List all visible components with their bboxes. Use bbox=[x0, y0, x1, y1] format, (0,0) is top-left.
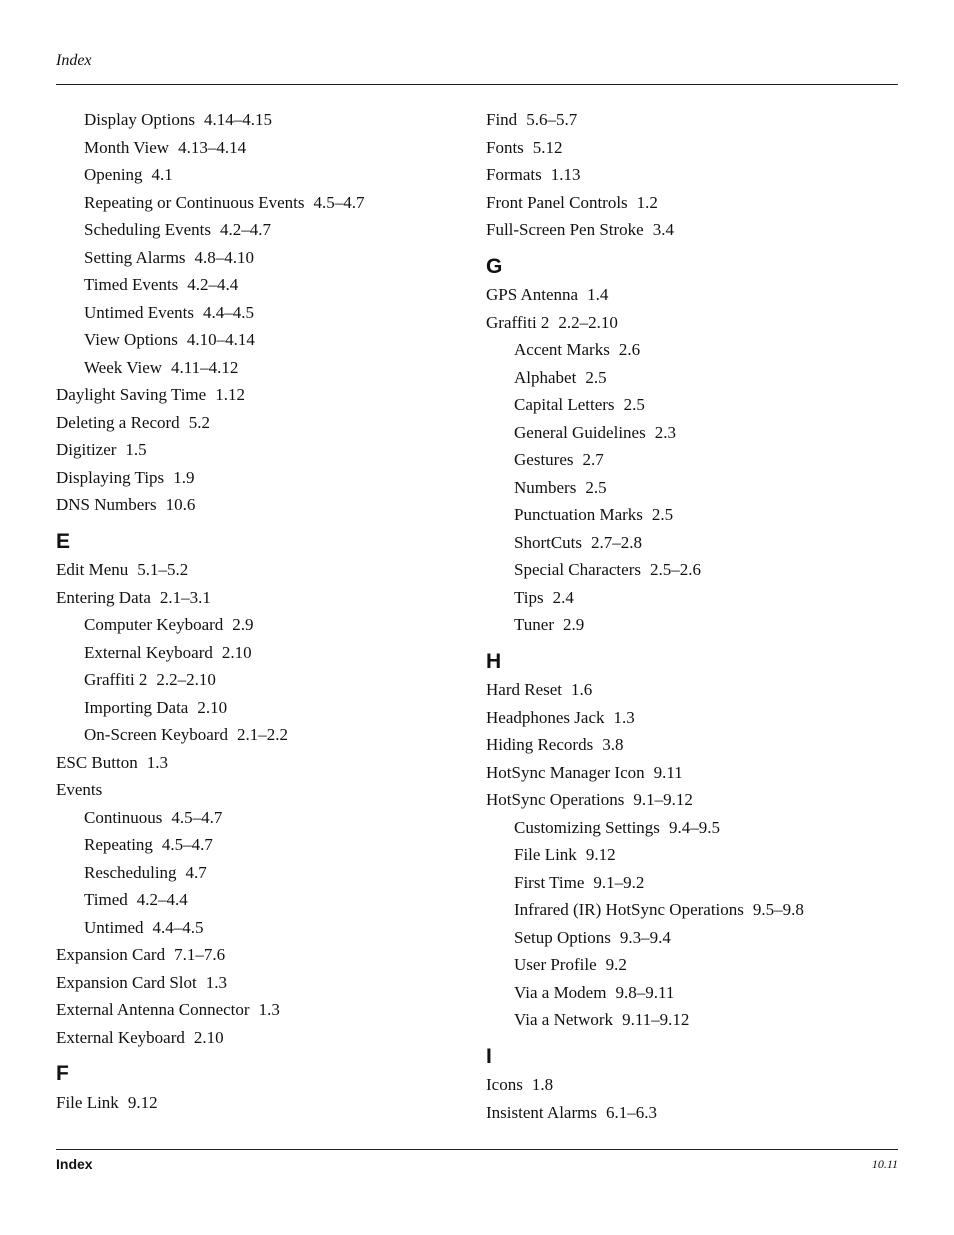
index-entry bbox=[486, 676, 886, 704]
index-subentry bbox=[56, 804, 456, 832]
index-page-ref: 4.1 bbox=[151, 165, 173, 184]
section-letter-heading: F bbox=[56, 1062, 69, 1085]
index-page-ref: 4.8–4.10 bbox=[194, 247, 255, 267]
index-entry bbox=[486, 1071, 886, 1099]
index-page-ref: 5.1–5.2 bbox=[137, 560, 189, 579]
index-page-ref: 4.13–4.14 bbox=[178, 137, 247, 157]
index-page-ref: 4.4–4.5 bbox=[152, 917, 204, 937]
index-term: First Time bbox=[514, 872, 585, 892]
index-entry bbox=[56, 464, 456, 492]
index-term: Special Characters bbox=[514, 560, 641, 579]
index-term: Setting Alarms bbox=[84, 247, 186, 267]
index-entry bbox=[486, 731, 886, 759]
index-term: File Link bbox=[514, 845, 577, 864]
index-subentry bbox=[56, 189, 456, 217]
index-page-ref: 4.10–4.14 bbox=[186, 330, 255, 349]
index-page-ref: 4.7 bbox=[185, 862, 207, 882]
index-page-ref: 2.7 bbox=[582, 450, 604, 469]
index-term: Accent Marks bbox=[514, 340, 610, 359]
index-page-ref: 9.5–9.8 bbox=[752, 900, 804, 919]
index-page-ref: 2.5 bbox=[585, 367, 607, 387]
index-page-ref: 5.2 bbox=[188, 412, 210, 432]
index-subentry bbox=[56, 244, 456, 272]
index-page-ref: 4.2–4.7 bbox=[220, 220, 272, 239]
index-term: Front Panel Controls bbox=[486, 192, 628, 212]
index-subentry bbox=[486, 841, 886, 869]
index-subentry bbox=[486, 584, 886, 612]
index-term: Expansion Card Slot bbox=[56, 972, 197, 992]
index-subentry bbox=[56, 326, 456, 354]
index-page-ref: 4.2–4.4 bbox=[136, 890, 188, 909]
index-entry bbox=[486, 1099, 886, 1127]
index-column-right bbox=[486, 106, 886, 1126]
index-term: Find bbox=[486, 110, 518, 129]
index-page-ref: 9.11 bbox=[653, 762, 683, 782]
index-term: Fonts bbox=[486, 137, 524, 157]
index-subentry bbox=[56, 859, 456, 887]
index-page-ref: 1.3 bbox=[205, 972, 227, 992]
index-term: Rescheduling bbox=[84, 862, 177, 882]
index-term: Gestures bbox=[514, 450, 574, 469]
index-entry bbox=[56, 381, 456, 409]
index-entry bbox=[486, 309, 886, 337]
index-term: HotSync Operations bbox=[486, 790, 625, 809]
index-subentry bbox=[486, 501, 886, 529]
index-subentry bbox=[486, 391, 886, 419]
index-term: Punctuation Marks bbox=[514, 505, 643, 524]
footer-section-title: Index bbox=[56, 1156, 93, 1172]
index-page-ref: 2.10 bbox=[221, 642, 252, 662]
index-subentry bbox=[56, 831, 456, 859]
section-letter-heading: G bbox=[486, 254, 503, 278]
index-page-ref: 5.12 bbox=[532, 137, 563, 157]
index-page-ref: 3.4 bbox=[652, 220, 674, 239]
header-divider bbox=[56, 84, 898, 85]
index-page-ref: 4.5–4.7 bbox=[313, 192, 365, 212]
index-subentry bbox=[486, 1006, 886, 1034]
index-page-ref: 1.9 bbox=[173, 467, 195, 487]
index-term: Timed bbox=[84, 890, 128, 909]
index-page-ref: 1.6 bbox=[571, 680, 593, 699]
index-page-ref: 1.2 bbox=[636, 192, 658, 212]
index-page-ref: 5.6–5.7 bbox=[526, 110, 578, 129]
index-page-ref: 9.1–9.2 bbox=[593, 872, 645, 892]
index-entry bbox=[56, 1024, 456, 1052]
index-term: User Profile bbox=[514, 955, 597, 974]
index-entry bbox=[486, 106, 886, 134]
index-page-ref: 10.6 bbox=[165, 495, 196, 514]
index-page-ref: 1.3 bbox=[146, 752, 168, 772]
index-term: Via a Network bbox=[514, 1010, 614, 1029]
index-page-ref: 4.2–4.4 bbox=[187, 275, 239, 294]
index-term: Full-Screen Pen Stroke bbox=[486, 220, 644, 239]
index-page-ref: 2.1–2.2 bbox=[236, 725, 288, 744]
index-term: DNS Numbers bbox=[56, 495, 157, 514]
index-subentry bbox=[486, 814, 886, 842]
index-page-ref: 2.5 bbox=[585, 477, 607, 497]
index-term: External Keyboard bbox=[56, 1027, 185, 1047]
index-entry bbox=[486, 161, 886, 189]
index-page-ref: 4.14–4.15 bbox=[203, 110, 272, 129]
section-letter-heading: H bbox=[486, 649, 502, 673]
index-term: Events bbox=[56, 780, 103, 799]
index-page-ref: 2.2–2.10 bbox=[156, 670, 216, 689]
index-term: Hiding Records bbox=[486, 735, 594, 754]
index-page-ref: 1.3 bbox=[613, 707, 635, 727]
index-term: Untimed bbox=[84, 917, 144, 937]
index-term: Insistent Alarms bbox=[486, 1102, 597, 1122]
index-subentry bbox=[56, 216, 456, 244]
index-subentry bbox=[486, 951, 886, 979]
index-subentry bbox=[56, 134, 456, 162]
index-entry bbox=[56, 584, 456, 612]
index-page-ref: 2.5–2.6 bbox=[649, 560, 701, 579]
index-page-ref: 2.2–2.10 bbox=[558, 312, 618, 332]
index-entry bbox=[486, 134, 886, 162]
page-header-title: Index bbox=[56, 52, 92, 69]
index-page-ref: 6.1–6.3 bbox=[605, 1102, 657, 1122]
index-subentry bbox=[56, 666, 456, 694]
index-subentry bbox=[56, 161, 456, 189]
index-subentry bbox=[486, 529, 886, 557]
index-page-ref: 2.1–3.1 bbox=[159, 587, 211, 607]
index-page-ref: 2.5 bbox=[651, 505, 674, 524]
index-page-ref: 3.8 bbox=[602, 735, 624, 754]
index-term: Icons bbox=[486, 1075, 523, 1094]
index-term: Tuner bbox=[514, 615, 554, 634]
index-page-ref: 7.1–7.6 bbox=[174, 945, 226, 964]
index-page-ref: 9.12 bbox=[127, 1092, 158, 1112]
index-entry bbox=[56, 409, 456, 437]
index-page-ref: 9.8–9.11 bbox=[615, 982, 675, 1002]
index-term: ESC Button bbox=[56, 752, 138, 772]
index-term: Tips bbox=[514, 587, 544, 607]
index-entry bbox=[56, 969, 456, 997]
index-subentry bbox=[486, 556, 886, 584]
index-page-ref: 1.3 bbox=[258, 1000, 280, 1019]
index-subentry bbox=[56, 106, 456, 134]
index-term: Daylight Saving Time bbox=[56, 385, 207, 404]
index-subentry bbox=[486, 896, 886, 924]
index-page-ref: 9.4–9.5 bbox=[668, 817, 720, 837]
index-term: Importing Data bbox=[84, 697, 189, 717]
index-subentry bbox=[56, 299, 456, 327]
index-term: ShortCuts bbox=[514, 532, 583, 552]
index-page-ref: 1.4 bbox=[587, 285, 609, 304]
index-term: View Options bbox=[84, 330, 178, 349]
index-term: Customizing Settings bbox=[514, 817, 660, 837]
index-entry bbox=[486, 281, 886, 309]
page-number: 10.11 bbox=[871, 1157, 898, 1171]
index-page-ref: 2.4 bbox=[552, 587, 574, 607]
index-term: Infrared (IR) HotSync Operations bbox=[514, 900, 744, 919]
index-subentry bbox=[56, 354, 456, 382]
index-subentry bbox=[486, 364, 886, 392]
index-page-ref: 9.1–9.12 bbox=[633, 790, 693, 809]
index-page-ref: 4.11–4.12 bbox=[171, 357, 239, 377]
index-subentry bbox=[486, 869, 886, 897]
index-term: Graffiti 2 bbox=[84, 670, 148, 689]
index-term: Alphabet bbox=[514, 367, 577, 387]
index-page-ref: 2.10 bbox=[197, 697, 228, 717]
index-term: Continuous bbox=[84, 807, 163, 827]
index-term: Entering Data bbox=[56, 587, 151, 607]
index-subentry bbox=[486, 336, 886, 364]
index-entry bbox=[486, 216, 886, 244]
index-entry bbox=[486, 786, 886, 814]
index-page-ref: 4.5–4.7 bbox=[171, 807, 223, 827]
index-subentry bbox=[486, 446, 886, 474]
index-subentry bbox=[56, 886, 456, 914]
index-entry bbox=[56, 996, 456, 1024]
index-term: Repeating bbox=[84, 835, 153, 854]
index-page-ref: 1.12 bbox=[215, 385, 245, 404]
index-term: Deleting a Record bbox=[56, 412, 180, 432]
index-subentry bbox=[486, 474, 886, 502]
index-entry bbox=[56, 556, 456, 584]
index-page-ref: 4.4–4.5 bbox=[203, 302, 255, 322]
index-subentry bbox=[486, 419, 886, 447]
index-term: Opening bbox=[84, 165, 143, 184]
index-subentry bbox=[486, 979, 886, 1007]
index-subentry bbox=[486, 611, 886, 639]
index-page-ref: 2.9 bbox=[563, 615, 585, 634]
index-page-ref: 9.11–9.12 bbox=[622, 1010, 690, 1029]
index-page-ref: 1.5 bbox=[125, 440, 147, 459]
index-entry bbox=[486, 704, 886, 732]
index-page-ref: 9.12 bbox=[585, 845, 616, 864]
index-term: Expansion Card bbox=[56, 945, 166, 964]
index-term: External Keyboard bbox=[84, 642, 213, 662]
index-term: Setup Options bbox=[514, 927, 611, 947]
index-entry bbox=[56, 941, 456, 969]
index-page-ref: 2.3 bbox=[654, 422, 676, 442]
index-entry bbox=[56, 776, 456, 804]
index-subentry bbox=[56, 611, 456, 639]
index-term: Capital Letters bbox=[514, 395, 615, 414]
index-term: On-Screen Keyboard bbox=[84, 725, 228, 744]
index-term: Timed Events bbox=[84, 275, 179, 294]
index-page-ref: 9.3–9.4 bbox=[619, 927, 671, 947]
index-term: Formats bbox=[486, 165, 542, 184]
index-entry bbox=[56, 749, 456, 777]
section-letter-heading: I bbox=[486, 1044, 492, 1068]
index-entry bbox=[486, 759, 886, 787]
index-term: Month View bbox=[84, 137, 170, 157]
index-subentry bbox=[486, 924, 886, 952]
index-page-ref: 9.2 bbox=[605, 955, 627, 974]
index-page-ref: 4.5–4.7 bbox=[161, 835, 213, 854]
index-page-ref: 1.8 bbox=[531, 1075, 554, 1094]
index-entry bbox=[486, 189, 886, 217]
index-subentry bbox=[56, 271, 456, 299]
index-subentry bbox=[56, 914, 456, 942]
index-term: Scheduling Events bbox=[84, 220, 212, 239]
index-column-left bbox=[56, 106, 456, 1116]
index-term: Graffiti 2 bbox=[486, 312, 550, 332]
index-subentry bbox=[56, 694, 456, 722]
index-term: Via a Modem bbox=[514, 982, 607, 1002]
index-page-ref: 2.7–2.8 bbox=[591, 532, 643, 552]
index-page-ref: 2.9 bbox=[232, 615, 254, 634]
index-entry bbox=[56, 491, 456, 519]
index-term: GPS Antenna bbox=[486, 285, 579, 304]
index-entry bbox=[56, 436, 456, 464]
index-term: Displaying Tips bbox=[56, 467, 165, 487]
section-letter-heading: E bbox=[56, 529, 71, 553]
index-page-ref: 2.10 bbox=[193, 1027, 224, 1047]
index-page-ref: 2.5 bbox=[623, 395, 645, 414]
index-term: Display Options bbox=[84, 110, 195, 129]
index-term: Untimed Events bbox=[84, 302, 195, 322]
index-term: Hard Reset bbox=[486, 680, 563, 699]
index-page-ref: 1.13 bbox=[550, 165, 581, 184]
index-term: Digitizer bbox=[56, 440, 117, 459]
index-term: Repeating or Continuous Events bbox=[84, 192, 305, 212]
index-term: File Link bbox=[56, 1092, 119, 1112]
index-subentry bbox=[56, 721, 456, 749]
index-term: Week View bbox=[84, 357, 163, 377]
index-subentry bbox=[56, 639, 456, 667]
index-term: General Guidelines bbox=[514, 422, 646, 442]
index-entry bbox=[56, 1089, 456, 1117]
index-term: Edit Menu bbox=[56, 560, 129, 579]
footer-divider bbox=[56, 1149, 898, 1150]
index-term: Computer Keyboard bbox=[84, 615, 224, 634]
index-term: External Antenna Connector bbox=[56, 1000, 250, 1019]
index-term: HotSync Manager Icon bbox=[486, 762, 645, 782]
index-term: Numbers bbox=[514, 477, 577, 497]
index-term: Headphones Jack bbox=[486, 707, 605, 727]
index-page-ref: 2.6 bbox=[618, 340, 641, 359]
